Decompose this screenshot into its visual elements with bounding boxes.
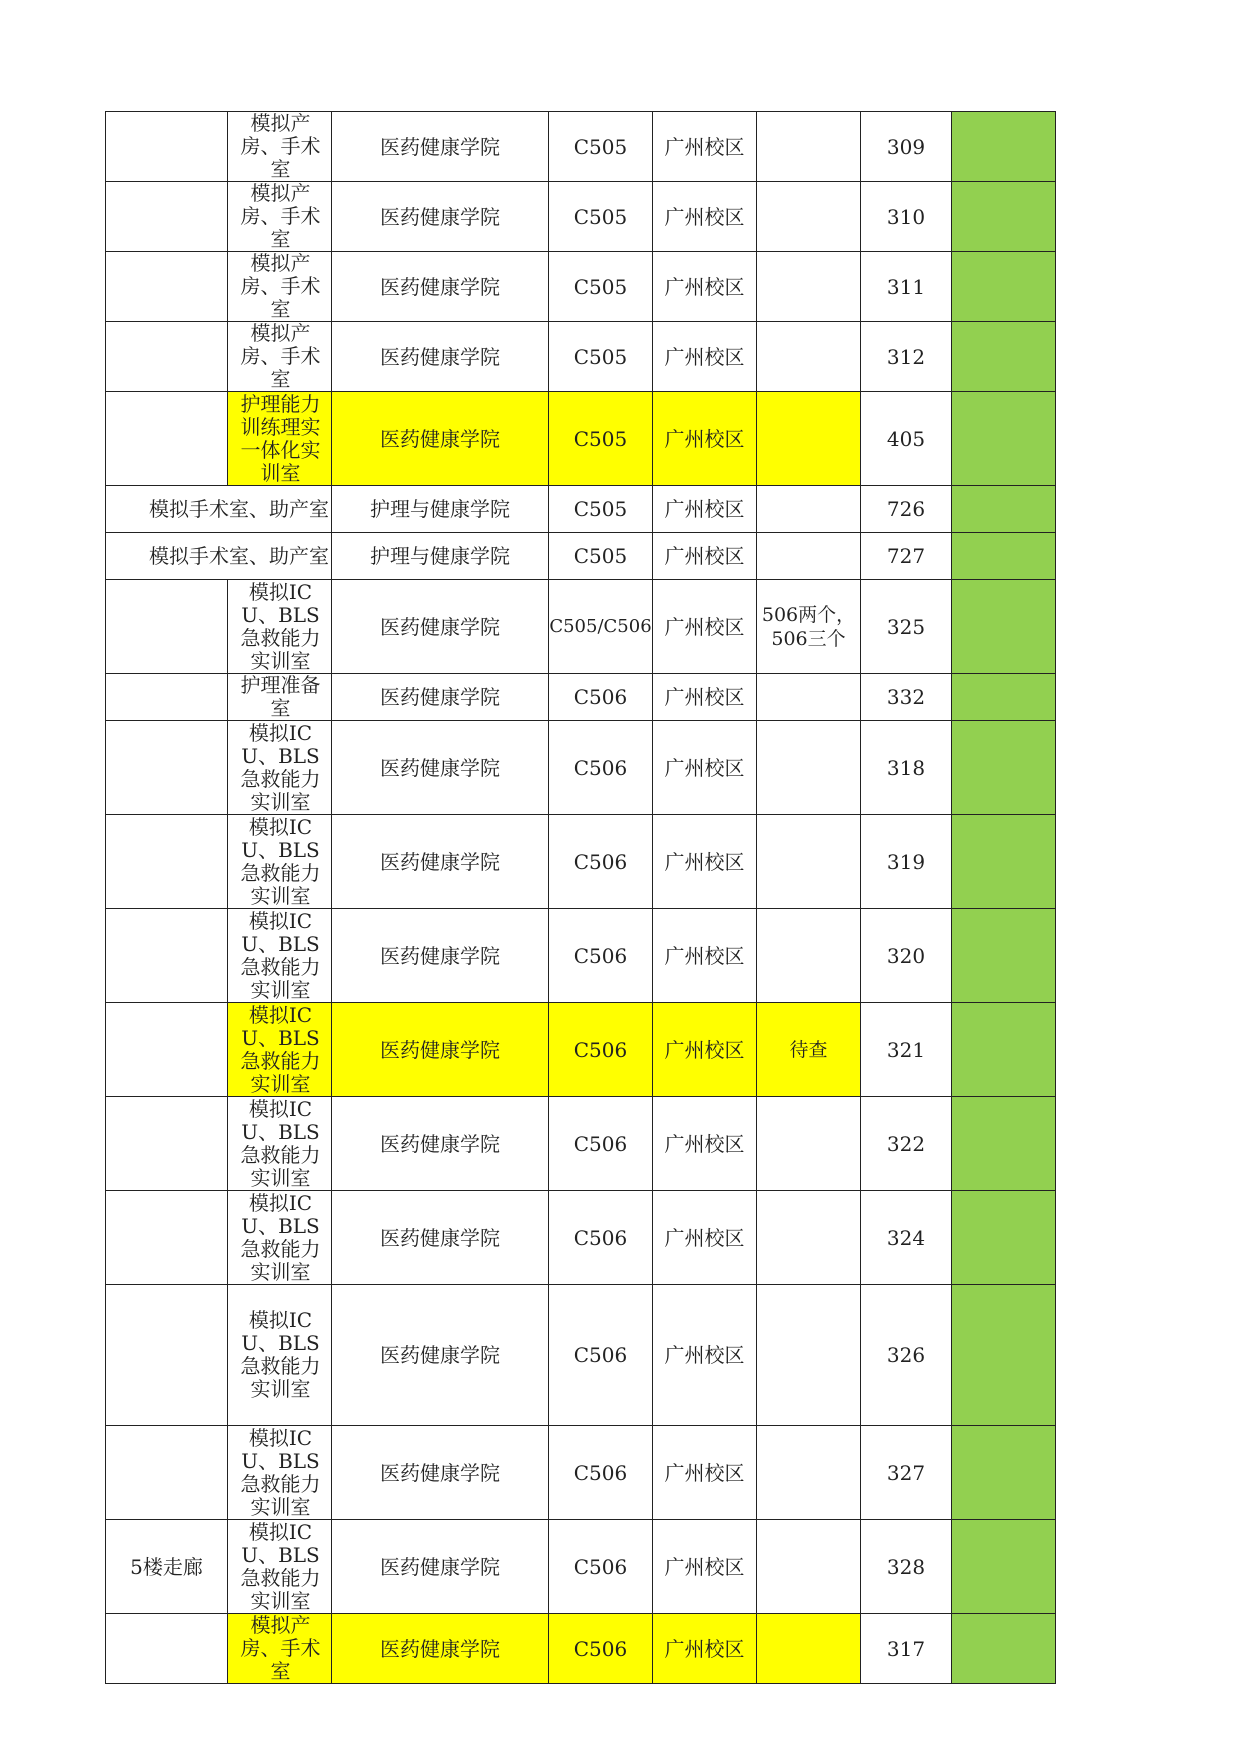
cell-room: 护理准备室 <box>228 674 332 721</box>
cell-note <box>757 1097 861 1191</box>
cell-location <box>106 1285 228 1426</box>
cell-note <box>757 1614 861 1684</box>
status-cell <box>952 486 1056 533</box>
cell-note: 待查 <box>757 1003 861 1097</box>
status-cell <box>952 252 1056 322</box>
cell-room: 模拟ICU、BLS急救能力实训室 <box>228 815 332 909</box>
cell-note <box>757 112 861 182</box>
cell-number: 317 <box>861 1614 952 1684</box>
cell-campus: 广州校区 <box>653 815 757 909</box>
cell-note <box>757 322 861 392</box>
cell-campus: 广州校区 <box>653 1003 757 1097</box>
cell-number: 325 <box>861 580 952 674</box>
table-row <box>106 1097 1056 1191</box>
cell-location <box>106 721 228 815</box>
cell-number: 311 <box>861 252 952 322</box>
status-cell <box>952 580 1056 674</box>
cell-campus: 广州校区 <box>653 1285 757 1426</box>
status-cell <box>952 721 1056 815</box>
status-cell <box>952 1285 1056 1426</box>
cell-location: 模拟手术室、助产室 <box>106 533 332 580</box>
cell-room-code: C505 <box>549 392 653 486</box>
cell-note <box>757 674 861 721</box>
cell-room-code: C506 <box>549 1191 653 1285</box>
cell-room: 模拟ICU、BLS急救能力实训室 <box>228 721 332 815</box>
cell-location <box>106 322 228 392</box>
cell-location <box>106 1097 228 1191</box>
cell-room-code: C505 <box>549 322 653 392</box>
table-row <box>106 721 1056 815</box>
cell-number: 320 <box>861 909 952 1003</box>
cell-number: 309 <box>861 112 952 182</box>
cell-room-code: C505 <box>549 112 653 182</box>
status-cell <box>952 674 1056 721</box>
cell-number: 327 <box>861 1426 952 1520</box>
cell-room-code: C505 <box>549 182 653 252</box>
cell-location <box>106 1191 228 1285</box>
table-row <box>106 392 1056 486</box>
table-row <box>106 112 1056 182</box>
cell-location <box>106 815 228 909</box>
status-cell <box>952 909 1056 1003</box>
cell-college: 医药健康学院 <box>332 1097 549 1191</box>
table-row <box>106 1614 1056 1684</box>
cell-location: 模拟手术室、助产室 <box>106 486 332 533</box>
cell-location: 5楼走廊 <box>106 1520 228 1614</box>
cell-location <box>106 392 228 486</box>
cell-note <box>757 1191 861 1285</box>
cell-room-code: C506 <box>549 909 653 1003</box>
table-row <box>106 533 1056 580</box>
cell-college: 医药健康学院 <box>332 1520 549 1614</box>
cell-college: 医药健康学院 <box>332 1285 549 1426</box>
status-cell <box>952 533 1056 580</box>
cell-location <box>106 182 228 252</box>
cell-room-code: C506 <box>549 1285 653 1426</box>
table-row <box>106 486 1056 533</box>
cell-college: 医药健康学院 <box>332 322 549 392</box>
table-row <box>106 909 1056 1003</box>
cell-room-code: C506 <box>549 1097 653 1191</box>
cell-number: 332 <box>861 674 952 721</box>
cell-room: 模拟ICU、BLS急救能力实训室 <box>228 1191 332 1285</box>
cell-room-code: C505 <box>549 486 653 533</box>
cell-campus: 广州校区 <box>653 909 757 1003</box>
cell-campus: 广州校区 <box>653 674 757 721</box>
table-row <box>106 580 1056 674</box>
cell-campus: 广州校区 <box>653 486 757 533</box>
cell-campus: 广州校区 <box>653 1191 757 1285</box>
cell-note <box>757 1285 861 1426</box>
cell-location <box>106 1426 228 1520</box>
status-cell <box>952 1614 1056 1684</box>
cell-room: 护理能力训练理实一体化实训室 <box>228 392 332 486</box>
spreadsheet-table <box>105 111 1056 1684</box>
cell-number: 324 <box>861 1191 952 1285</box>
cell-college: 医药健康学院 <box>332 182 549 252</box>
cell-number: 326 <box>861 1285 952 1426</box>
cell-room-code: C506 <box>549 1003 653 1097</box>
cell-room: 模拟ICU、BLS急救能力实训室 <box>228 1285 332 1426</box>
cell-note <box>757 252 861 322</box>
status-cell <box>952 1003 1056 1097</box>
cell-number: 727 <box>861 533 952 580</box>
cell-room-code: C506 <box>549 815 653 909</box>
cell-location <box>106 909 228 1003</box>
cell-note: 506两个，506三个 <box>757 580 861 674</box>
cell-campus: 广州校区 <box>653 721 757 815</box>
cell-room: 模拟ICU、BLS急救能力实训室 <box>228 1520 332 1614</box>
table-row <box>106 1003 1056 1097</box>
status-cell <box>952 392 1056 486</box>
cell-location <box>106 580 228 674</box>
cell-room-code: C505 <box>549 533 653 580</box>
cell-college: 医药健康学院 <box>332 815 549 909</box>
cell-campus: 广州校区 <box>653 580 757 674</box>
cell-number: 321 <box>861 1003 952 1097</box>
cell-college: 医药健康学院 <box>332 1614 549 1684</box>
cell-college: 医药健康学院 <box>332 1003 549 1097</box>
table-row <box>106 815 1056 909</box>
cell-room: 模拟ICU、BLS急救能力实训室 <box>228 1097 332 1191</box>
table-row <box>106 1426 1056 1520</box>
cell-room-code: C505 <box>549 252 653 322</box>
cell-location <box>106 1614 228 1684</box>
table-row <box>106 1191 1056 1285</box>
table-row <box>106 252 1056 322</box>
cell-number: 328 <box>861 1520 952 1614</box>
cell-college: 护理与健康学院 <box>332 486 549 533</box>
cell-note <box>757 1520 861 1614</box>
cell-note <box>757 486 861 533</box>
cell-note <box>757 815 861 909</box>
cell-note <box>757 182 861 252</box>
cell-campus: 广州校区 <box>653 112 757 182</box>
cell-college: 护理与健康学院 <box>332 533 549 580</box>
cell-campus: 广州校区 <box>653 252 757 322</box>
cell-room: 模拟ICU、BLS急救能力实训室 <box>228 1426 332 1520</box>
cell-note <box>757 392 861 486</box>
cell-college: 医药健康学院 <box>332 721 549 815</box>
cell-number: 405 <box>861 392 952 486</box>
cell-campus: 广州校区 <box>653 1097 757 1191</box>
status-cell <box>952 1097 1056 1191</box>
cell-college: 医药健康学院 <box>332 252 549 322</box>
cell-college: 医药健康学院 <box>332 909 549 1003</box>
table-row <box>106 1520 1056 1614</box>
cell-room: 模拟ICU、BLS急救能力实训室 <box>228 909 332 1003</box>
status-cell <box>952 815 1056 909</box>
cell-location <box>106 674 228 721</box>
cell-campus: 广州校区 <box>653 1614 757 1684</box>
table-row <box>106 1285 1056 1426</box>
cell-college: 医药健康学院 <box>332 112 549 182</box>
cell-campus: 广州校区 <box>653 322 757 392</box>
status-cell <box>952 1426 1056 1520</box>
cell-number: 726 <box>861 486 952 533</box>
cell-room-code: C506 <box>549 1614 653 1684</box>
cell-room: 模拟ICU、BLS急救能力实训室 <box>228 580 332 674</box>
cell-room: 模拟产房、手术室 <box>228 112 332 182</box>
cell-room-code: C506 <box>549 721 653 815</box>
cell-number: 310 <box>861 182 952 252</box>
cell-location <box>106 112 228 182</box>
cell-note <box>757 1426 861 1520</box>
status-cell <box>952 182 1056 252</box>
cell-college: 医药健康学院 <box>332 392 549 486</box>
table-row <box>106 322 1056 392</box>
table-row <box>106 674 1056 721</box>
cell-location <box>106 1003 228 1097</box>
cell-college: 医药健康学院 <box>332 1191 549 1285</box>
table-body <box>106 112 1056 1684</box>
cell-college: 医药健康学院 <box>332 580 549 674</box>
cell-room: 模拟产房、手术室 <box>228 322 332 392</box>
cell-room: 模拟产房、手术室 <box>228 1614 332 1684</box>
cell-note <box>757 721 861 815</box>
cell-college: 医药健康学院 <box>332 1426 549 1520</box>
cell-note <box>757 909 861 1003</box>
cell-number: 312 <box>861 322 952 392</box>
cell-room-code: C506 <box>549 1426 653 1520</box>
cell-campus: 广州校区 <box>653 182 757 252</box>
cell-number: 318 <box>861 721 952 815</box>
status-cell <box>952 1520 1056 1614</box>
cell-room-code: C506 <box>549 674 653 721</box>
cell-campus: 广州校区 <box>653 1520 757 1614</box>
cell-note <box>757 533 861 580</box>
cell-college: 医药健康学院 <box>332 674 549 721</box>
status-cell <box>952 322 1056 392</box>
cell-campus: 广州校区 <box>653 392 757 486</box>
cell-campus: 广州校区 <box>653 1426 757 1520</box>
cell-room: 模拟产房、手术室 <box>228 182 332 252</box>
cell-room: 模拟产房、手术室 <box>228 252 332 322</box>
cell-room: 模拟ICU、BLS急救能力实训室 <box>228 1003 332 1097</box>
status-cell <box>952 112 1056 182</box>
table-row <box>106 182 1056 252</box>
status-cell <box>952 1191 1056 1285</box>
cell-number: 319 <box>861 815 952 909</box>
cell-number: 322 <box>861 1097 952 1191</box>
cell-room-code: C505/C506 <box>549 580 653 674</box>
cell-room-code: C506 <box>549 1520 653 1614</box>
cell-campus: 广州校区 <box>653 533 757 580</box>
cell-location <box>106 252 228 322</box>
